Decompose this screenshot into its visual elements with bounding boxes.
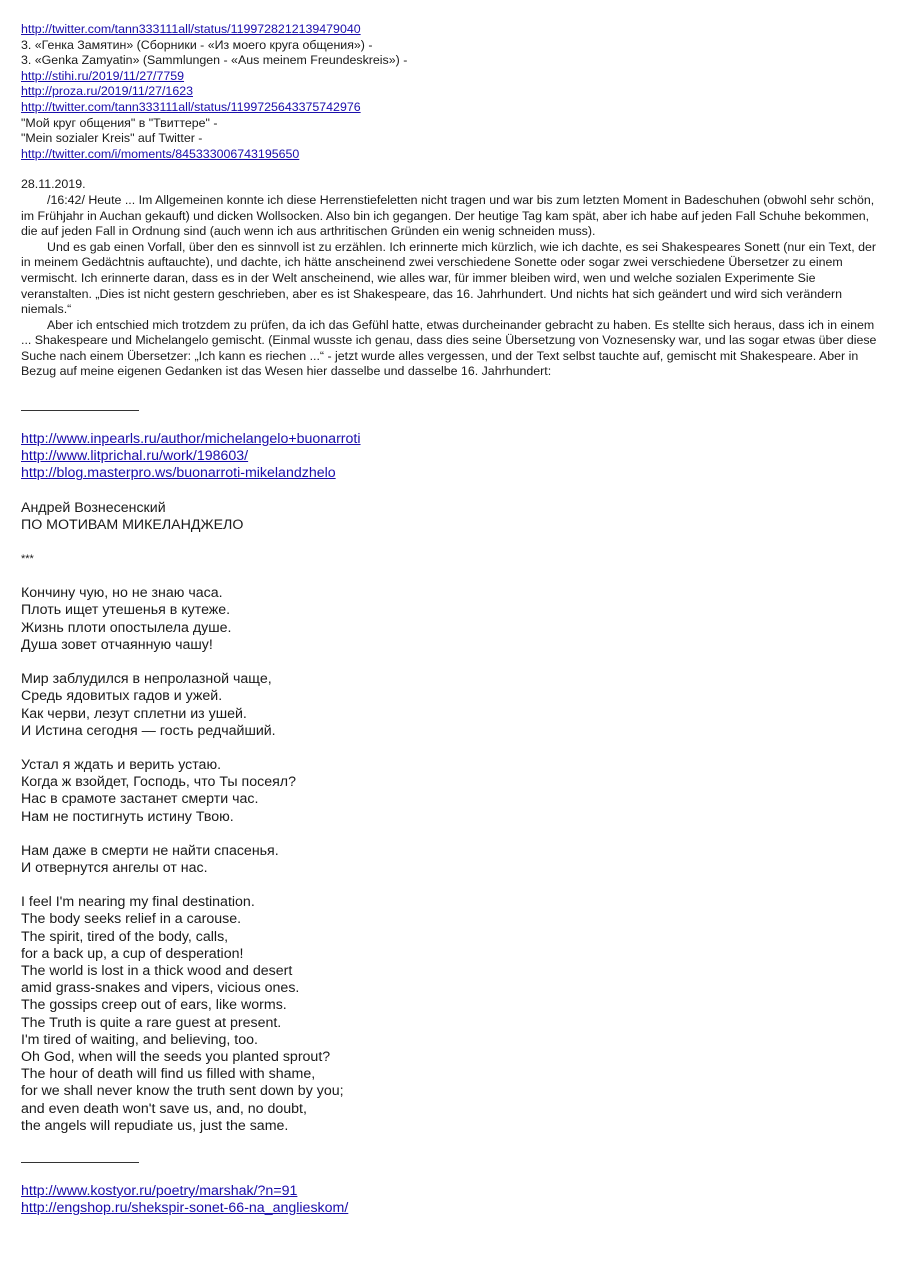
diary-paragraph: Und es gab einen Vorfall, über den es sinnvoll ist zu erzählen. Ich erinnerte mich kürzlich, wie ich dachte, es sei Shakespeares Sonett (nur ein Text, der in meinem Gedächtnis auftauchte), und dachte, ich hätte anscheinend zwei verschiedene Sonette oder sogar zwei verschiedene Übersetzer zu einem vermischt. Ich erinnerte daran, dass es in der Welt anscheinend, wie alles war, für immer bleiben wird, wen und welche sozialen Experimente Sie veranstalten. „Dies ist nicht gestern geschrieben, aber es ist Shakespeare, das 16. Jahrhundert. Und nichts hat sich geändert und wird sich verändern niemals.“ bbox=[21, 239, 877, 317]
poem-line-en: The Truth is quite a rare guest at present. bbox=[21, 1014, 282, 1031]
poem-line-en: and even death won't save us, and, no doubt, bbox=[21, 1100, 307, 1117]
poem-author: Андрей Вознесенский bbox=[21, 499, 166, 516]
poem-line: Кончину чую, но не знаю часа. bbox=[21, 585, 223, 602]
document-page bbox=[21, 22, 881, 1217]
links-michelangelo bbox=[21, 431, 881, 483]
poem-line: Плоть ищет утешенья в кутеже. bbox=[21, 602, 231, 619]
links-sonnet bbox=[21, 1183, 881, 1217]
poem-line-en: The gossips creep out of ears, like worms. bbox=[21, 997, 287, 1014]
poem-line: Средь ядовитых гадов и ужей. bbox=[21, 688, 223, 705]
poem-stanza-ru bbox=[21, 757, 881, 826]
poem-line: И Истина сегодня — гость редчайший. bbox=[21, 722, 276, 739]
poem-stanza-ru bbox=[21, 585, 881, 654]
poem-line-en: The spirit, tired of the body, calls, bbox=[21, 928, 229, 945]
poem-title: ПО МОТИВАМ МИКЕЛАНДЖЕЛО bbox=[21, 516, 244, 533]
link-twitter-status-2[interactable]: http://twitter.com/tann333111all/status/1199725643375742976 bbox=[21, 99, 361, 114]
poem-separator: *** bbox=[21, 553, 34, 566]
poem-line-en: the angels will repudiate us, just the same. bbox=[21, 1117, 289, 1134]
poem-line: Душа зовет отчаянную чашу! bbox=[21, 636, 213, 653]
link-kostyor[interactable]: http://www.kostyor.ru/poetry/marshak/?n=91 bbox=[21, 1182, 298, 1199]
link-proza[interactable]: http://proza.ru/2019/11/27/1623 bbox=[21, 84, 193, 99]
link-litprichal[interactable]: http://www.litprichal.ru/work/198603/ bbox=[21, 448, 249, 465]
link-inpearls[interactable]: http://www.inpearls.ru/author/michelangelo+buonarroti bbox=[21, 431, 361, 448]
header-line-de-circle: "Mein sozialer Kreis" auf Twitter - bbox=[21, 131, 203, 146]
poem-line-en: I feel I'm nearing my final destination. bbox=[21, 894, 255, 911]
poem-line: Жизнь плоти опостылела душе. bbox=[21, 619, 232, 636]
poem-line: Как черви, лезут сплетни из ушей. bbox=[21, 705, 247, 722]
poem-line: Устал я ждать и верить устаю. bbox=[21, 756, 222, 773]
poem-stanza-ru bbox=[21, 671, 881, 740]
poem-line-en: The world is lost in a thick wood and desert bbox=[21, 962, 293, 979]
diary-paragraph: Aber ich entschied mich trotzdem zu prüfen, da ich das Gefühl hatte, etwas durcheinander gebracht zu haben. Es stellte sich heraus, dass ich in einem ... Shakespeare und Michelangelo gemischt. (Einmal wusste ich genau, dass dies seine Übersetzung von Voznesensky war, und las sogar etwas über diese Suche nach einem Übersetzer: „Ich kann es riechen ...“ - jetzt wurde alles vergessen, und der Text selbst tauchte auf, gemischt mit Shakespeare. Aber in Bezug auf meine eigenen Gedanken ist das Wesen hier dasselbe und dasselbe 16. Jahrhundert: bbox=[21, 317, 877, 379]
header-line-de-genka: 3. «Genka Zamyatin» (Sammlungen - «Aus meinem Freundeskreis») - bbox=[21, 53, 408, 68]
link-stihi[interactable]: http://stihi.ru/2019/11/27/7759 bbox=[21, 68, 185, 83]
poem-line: Мир заблудился в непролазной чаще, bbox=[21, 671, 272, 688]
poem-line: Когда ж взойдет, Господь, что Ты посеял? bbox=[21, 774, 296, 791]
poem-line-en: amid grass-snakes and vipers, vicious ones. bbox=[21, 980, 300, 997]
poem bbox=[21, 500, 881, 1135]
poem-line-en: for we shall never know the truth sent down by you; bbox=[21, 1083, 344, 1100]
diary-paragraph: /16:42/ Heute ... Im Allgemeinen konnte ich diese Herrenstiefeletten nicht tragen und war bis zum letzten Moment in Badeschuhen (obwohl sehr schön, im Frühjahr in Auchan gekauft) und dicken Wollsocken. Also bin ich gegangen. Der heutige Tag kam spät, aber ich habe auf jeden Fall Schuhe bekommen, die auf jeden Fall in Ordnung sind (auch wenn ich aus arthritischen Gründen ein wenig schneiden muss). bbox=[21, 192, 875, 239]
link-masterpro[interactable]: http://blog.masterpro.ws/buonarroti-mikelandzhelo bbox=[21, 465, 336, 482]
poem-line: Нам не постигнуть истину Твою. bbox=[21, 808, 234, 825]
poem-english bbox=[21, 894, 881, 1135]
diary-date: 28.11.2019. bbox=[21, 177, 86, 192]
poem-line-en: The hour of death will find us filled with shame, bbox=[21, 1066, 316, 1083]
link-engshop[interactable]: http://engshop.ru/shekspir-sonet-66-na_anglieskom/ bbox=[21, 1200, 349, 1217]
poem-line: И отвернутся ангелы от нас. bbox=[21, 859, 208, 876]
poem-line-en: Oh God, when will the seeds you planted sprout? bbox=[21, 1048, 331, 1065]
link-twitter-moments[interactable]: http://twitter.com/i/moments/845333006743195650 bbox=[21, 146, 300, 161]
diary-entry bbox=[21, 177, 881, 380]
header-block bbox=[21, 22, 881, 162]
poem-line-en: I'm tired of waiting, and believing, too. bbox=[21, 1031, 258, 1048]
link-twitter-status-1[interactable]: http://twitter.com/tann333111all/status/1199728212139479040 bbox=[21, 22, 361, 36]
poem-line: Нас в срамоте застанет смерти час. bbox=[21, 791, 259, 808]
poem-line: Нам даже в смерти не найти спасенья. bbox=[21, 842, 279, 859]
poem-line-en: The body seeks relief in a carouse. bbox=[21, 911, 242, 928]
header-line-ru-circle: "Мой круг общения" в "Твиттере" - bbox=[21, 115, 218, 130]
poem-stanza-ru bbox=[21, 843, 881, 877]
header-line-ru-genka: 3. «Генка Замятин» (Сборники - «Из моего круга общения») - bbox=[21, 37, 373, 52]
poem-line-en: for a back up, a cup of desperation! bbox=[21, 945, 244, 962]
